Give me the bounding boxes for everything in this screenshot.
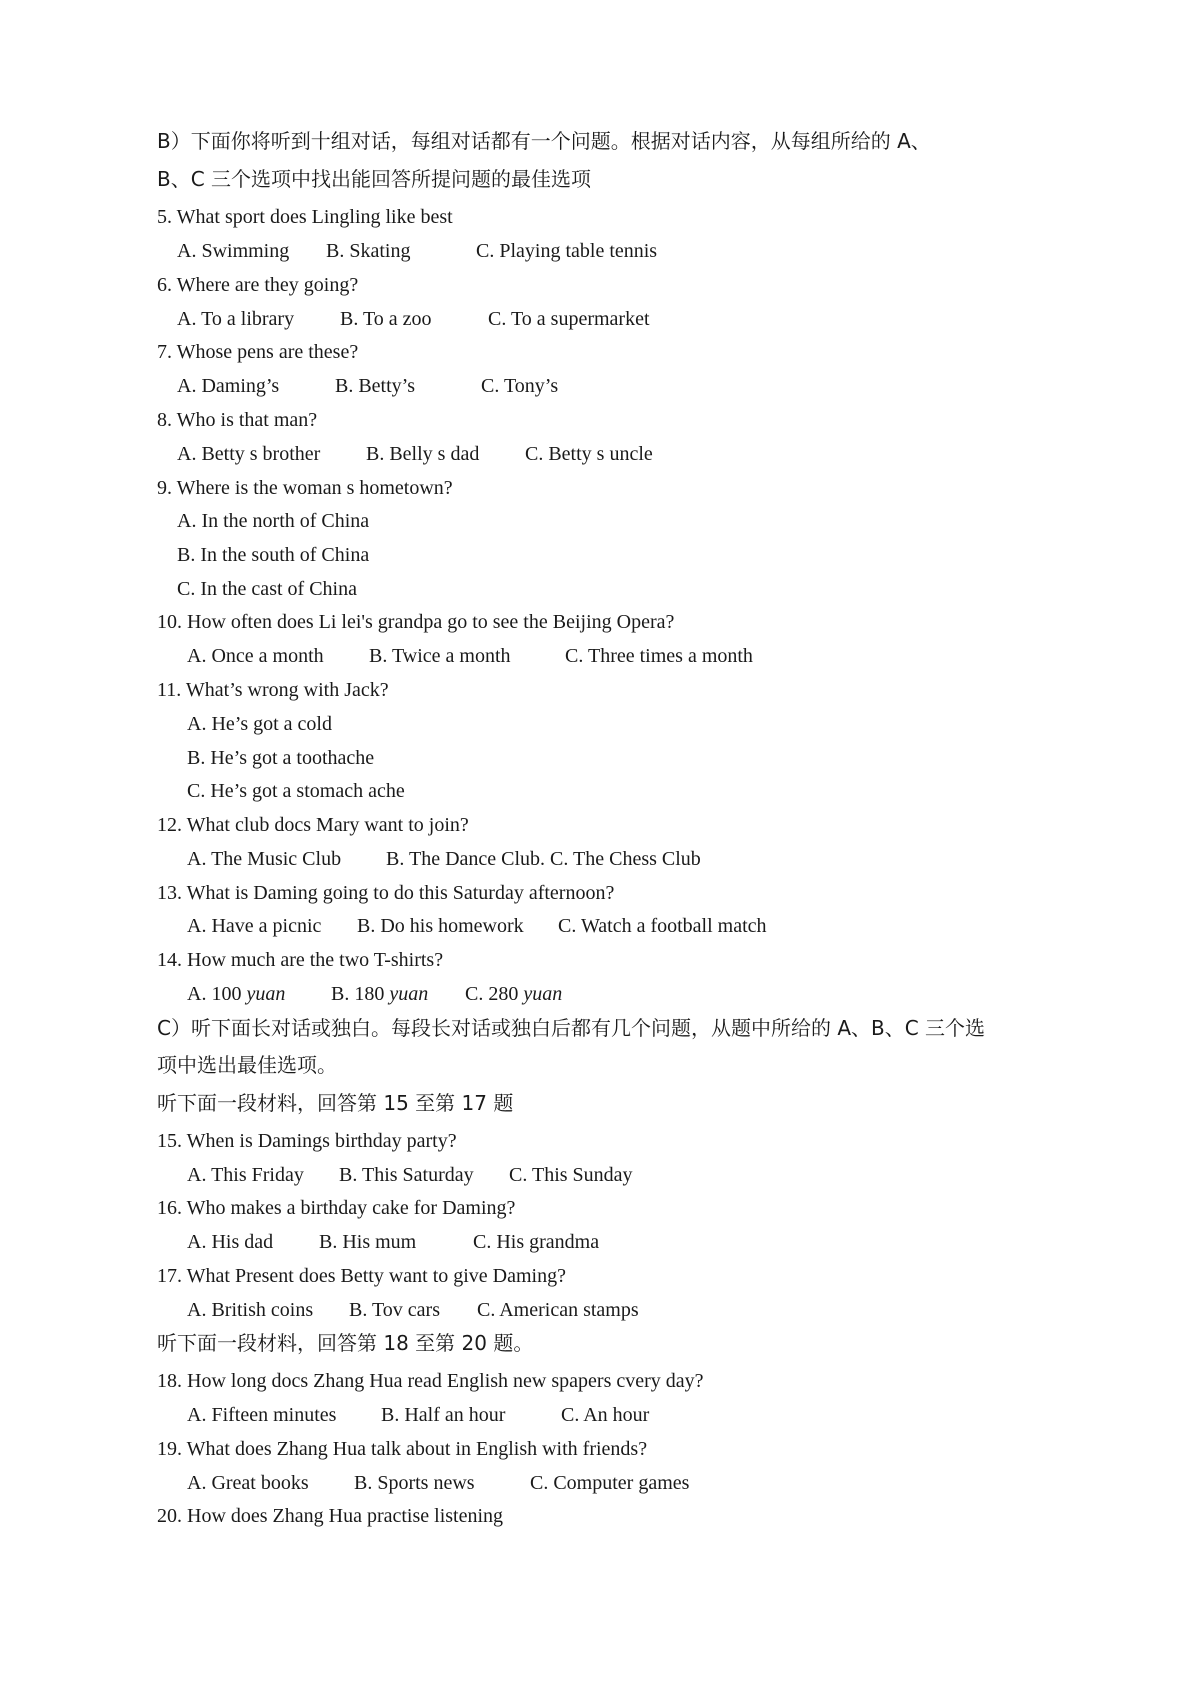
question-14: 14. How much are the two T-shirts? [157,949,444,971]
currency-unit: yuan [246,983,286,1005]
option-b-c: B. The Dance Club. C. The Chess Club [386,848,701,870]
option-b: B. Tov cars [349,1299,440,1321]
option-a-value: A. 100 [187,983,242,1005]
question-15: 15. When is Damings birthday party? [157,1130,457,1152]
question-9-option-b: B. In the south of China [177,544,370,566]
option-a: A. The Music Club [187,848,342,870]
option-a: A. Daming’s [177,375,280,397]
currency-unit: yuan [523,983,563,1005]
option-c: C. This Sunday [509,1164,633,1186]
option-b-value: B. 180 [331,983,385,1005]
section-b-intro-line1: B）下面你将听到十组对话，每组对话都有一个问题。根据对话内容，从每组所给的 A、 [157,129,931,153]
question-11: 11. What’s wrong with Jack? [157,679,389,701]
option-c: C. Three times a month [565,645,753,667]
option-b: B. Sports news [354,1472,475,1494]
option-a: A. This Friday [187,1164,304,1186]
section-b-intro-line2: B、C 三个选项中找出能回答所提问题的最佳选项 [157,167,592,191]
option-a: A. Great books [187,1472,309,1494]
question-19: 19. What does Zhang Hua talk about in English with friends? [157,1438,648,1460]
option-b: B. Betty’s [335,375,416,397]
option-a: A. To a library [177,308,295,330]
question-12: 12. What club docs Mary want to join? [157,814,469,836]
option-c: C. American stamps [477,1299,639,1321]
question-9-option-a: A. In the north of China [177,510,370,532]
option-b: B. His mum [319,1231,417,1253]
option-a: A. Fifteen minutes [187,1404,337,1426]
passage-1-instruction: 听下面一段材料，回答第 15 至第 17 题 [157,1091,514,1115]
question-6: 6. Where are they going? [157,274,359,296]
section-c-intro-line2: 项中选出最佳选项。 [157,1053,337,1077]
option-c: C. Computer games [530,1472,690,1494]
option-a: A. His dad [187,1231,274,1253]
option-a [187,984,285,1004]
question-13: 13. What is Daming going to do this Saturday afternoon? [157,882,615,904]
option-b: B. Twice a month [369,645,511,667]
currency-unit: yuan [389,983,429,1005]
option-a: A. Swimming [177,240,290,262]
option-b [331,984,428,1004]
question-17: 17. What Present does Betty want to give Daming? [157,1265,566,1287]
option-c: C. An hour [561,1404,650,1426]
question-5: 5. What sport does Lingling like best [157,206,453,228]
question-11-option-a: A. He’s got a cold [187,713,332,735]
option-c: C. Betty s uncle [525,443,653,465]
option-b: B. This Saturday [339,1164,474,1186]
option-b: B. Skating [326,240,411,262]
option-c: C. His grandma [473,1231,600,1253]
option-b: B. Half an hour [381,1404,506,1426]
question-10: 10. How often does Li lei's grandpa go to see the Beijing Opera? [157,611,675,633]
question-9: 9. Where is the woman s hometown? [157,477,453,499]
option-a: A. Once a month [187,645,324,667]
option-a: A. Have a picnic [187,915,322,937]
option-c: C. Playing table tennis [476,240,658,262]
option-c: C. Watch a football match [558,915,767,937]
option-c: C. Tony’s [481,375,559,397]
passage-2-instruction: 听下面一段材料，回答第 18 至第 20 题。 [157,1331,534,1355]
option-c-value: C. 280 [465,983,519,1005]
section-c-intro-line1: C）听下面长对话或独白。每段长对话或独白后都有几个问题，从题中所给的 A、B、C 三个选 [157,1016,986,1040]
option-a: A. Betty s brother [177,443,321,465]
question-11-option-c: C. He’s got a stomach ache [187,780,405,802]
option-b: B. Do his homework [357,915,524,937]
question-8: 8. Who is that man? [157,409,318,431]
question-9-option-c: C. In the cast of China [177,578,357,600]
option-b: B. To a zoo [340,308,432,330]
question-7: 7. Whose pens are these? [157,341,359,363]
option-b: B. Belly s dad [366,443,480,465]
question-11-option-b: B. He’s got a toothache [187,747,375,769]
question-16: 16. Who makes a birthday cake for Daming? [157,1197,516,1219]
option-a: A. British coins [187,1299,314,1321]
question-18: 18. How long docs Zhang Hua read English new spapers cvery day? [157,1370,704,1392]
option-c: C. To a supermarket [488,308,650,330]
question-20: 20. How does Zhang Hua practise listening [157,1505,504,1527]
option-c [465,984,562,1004]
